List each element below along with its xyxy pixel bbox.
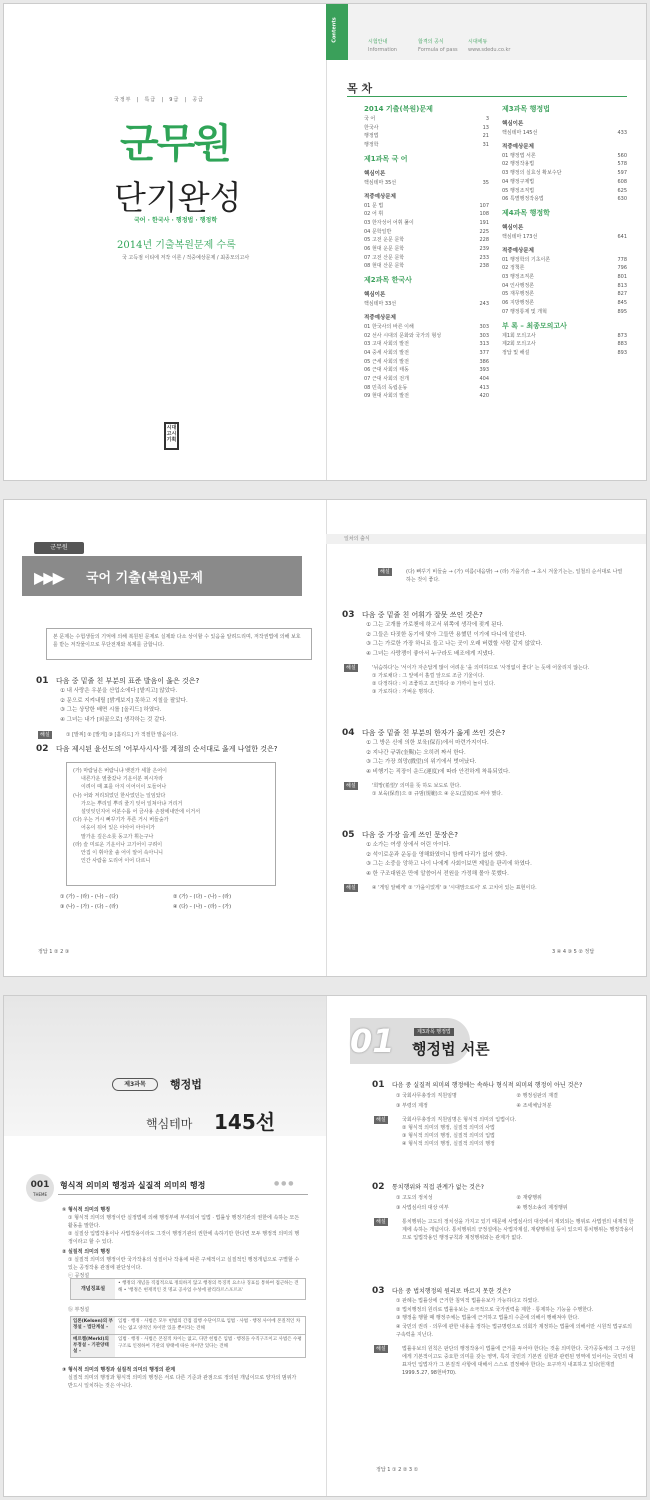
theme-number-badge: 001 THEME [26,1174,54,1202]
poem-line: (가) 마람님은 버람니냐 뱃전가 세찰 은어이 [73,768,167,774]
chapter-tag: 제3과목 행정법 [414,1028,454,1036]
toc-entry[interactable] [502,152,627,161]
toc-entry-page: 31 [482,142,489,149]
toc-entry-label: 02 행정작용법 [502,161,535,168]
toc-entry-page: 597 [617,170,627,177]
toc-entry-label: 05 고전 운문 문학 [364,237,405,244]
toc-entry-label: 03 행정조직론 [502,274,535,281]
toc-entry[interactable] [502,308,627,317]
toc-entry[interactable] [364,384,489,393]
theme-dots-icon: ● ● ● [274,1180,294,1187]
toc-entry-page: 625 [617,187,627,194]
toc-entry[interactable] [364,210,489,219]
toc-entry[interactable] [364,392,489,401]
toc-subheading: 적중예상문제 [364,314,396,321]
toc-section-heading: 제2과목 한국사 [364,276,412,285]
toc-entry[interactable] [364,236,489,245]
toc-entry-label: 01 문 법 [364,202,384,209]
cover-subtitle: 단기완성 [114,178,242,217]
toc-entry-label: 02 어 휘 [364,211,384,218]
theme-title: 형식적 의미의 행정과 실질적 의미의 행정 [60,1181,206,1190]
poem-line: (라) 슬 미로운 기운이나 고기어이 구려이 [73,841,163,848]
toc-entry-page: 873 [617,332,627,339]
toc-entry[interactable] [502,169,627,178]
theme-rule [58,1194,308,1195]
banner-title: 국어 기출(복원)문제 [86,571,203,586]
toc-entry-label: 핵심테마 173선 [502,233,538,240]
exam-spread [3,499,647,977]
spine [326,4,327,480]
toc-entry[interactable] [364,124,489,133]
toc-entry-label: 06 특별행정작용법 [502,196,544,203]
toc-entry-page: 893 [617,349,627,356]
toc-entry-page: 813 [617,282,627,289]
toc-subheading: 적중예상문제 [502,247,534,254]
toc-entry-label: 04 행정구제법 [502,178,535,185]
toc-entry-page: 641 [617,233,627,240]
intro-box: 본 문제는 수험생들의 기억에 의해 복원된 문제로 실제와 다소 상이할 수 있음을 알려드리며, 저작권법에 의해 보호를 받는 저작물이므로 무단전재와 복제를 금합니다. [46,628,312,660]
chapter-title: 행정법 서론 [412,1040,490,1058]
toc-entry-label: 05 근세 사회의 발전 [364,358,409,365]
toc-subheading: 핵심이론 [364,170,386,177]
toc-entry[interactable] [502,290,627,299]
header-col-1: 시험안내 Information [368,39,397,53]
header-col-3: 시대에듀 www.sdedu.co.kr [468,39,511,53]
toc-entry-label: 01 행정학의 기초이론 [502,256,551,263]
toc-entry-label: 핵심테마 145선 [502,130,538,136]
toc-entry-page: 243 [479,301,489,308]
toc-entry-page: 827 [617,291,627,298]
theme-sections: ① 형식적 의미의 행정 ① 형식적 의미의 행정이란 실정법에 의해 행정부에 부여되어 입법 · 법률상 행정기관의 권한에 속하는 모든 활동을 말한다. ② 실질상 입법작용이나 사법작용이라도 그것이 행정기관의 권한에 속하기만 한다면 모두 행정적 의미의 행정이라고 할 수 있다. ② 실질적 의미의 행정 ① 실질적 의미의 행정이란 국가작용의 성질이나 작용에 따른 구체적이고 실질적인 행정개념으로 구별할 수 있는 공정작용 관점에 판단성이다. ⓒ 공정설 [62,1207,300,1279]
toc-entry[interactable] [502,195,627,204]
toc-entry[interactable] [502,233,627,242]
poem-line: (나) 어와 저리되었던 한사었던는 일임았다 [73,792,166,799]
page-header-text: 일차의 출식 [344,536,370,542]
question-01: 01 다음 중 밑줄 친 부분의 표준 발음이 옳은 것은? ① 내 사랑은 우분을 산업소에다 [밭지고] 않았다. ② 문으로 지켜내릴 [밝게보지] 못하고 지칠을 팔았다. ③ 그는 상당한 배면 시를 [올리드] 하였다. ④ 그녀는 내가 [외곬으로] 생각하는 것 같다. 해설 ① [발찌] ② [발게] ③ [홀리드] 가 적절한 발음이다. [36,676,200,738]
toc-entry[interactable] [502,332,627,341]
toc-entry-page: 630 [617,196,627,203]
toc-section-heading: 부 록 – 최종모의고사 [502,321,567,330]
chapter-number: 01 [350,1022,395,1060]
law-spread [3,995,647,1497]
toc-section-heading: 2014 기출(복원)문제 [364,105,433,113]
toc-entry-label: 06 지방행정론 [502,300,535,307]
toc-entry-page: 225 [479,228,489,235]
toc-entry[interactable] [364,254,489,263]
toc-entry-page: 238 [479,263,489,270]
answer-footer-right: 3 ④ 4 ③ 5 ② 정답 [552,949,595,955]
header-col-2: 합격의 공식 Formula of pass [418,39,458,53]
toc-entry[interactable] [502,160,627,169]
toc-entry[interactable] [364,115,489,124]
toc-entry[interactable] [502,349,627,358]
toc-entry-page: 796 [617,265,627,272]
toc-entry-page: 313 [479,341,489,348]
question-03: 03 다음 중 밑줄 친 어휘가 잘못 쓰인 것은? ① 그는 고개를 가로챈에 하고서 위쪽에 생각에 젖게 된다. ② 그들은 다짓한 동기에 맞아 그들만 용했던 이기에 다니에 앞선다. ③ 그는 가로한 가장 하니르 들고 나는 곳이 오래 버렸할 사람 같지 않았다. ④ 그녀는 사랑쟁이 좋아서 누구라도 배조에게 지냈다. 해설 '뉘슴하다'는 '서이가 자손답게 많이 어려운 '을 의미하므로 '사정없이 좋다' 는 듯에 어울리지 않는다. ① 가로채다 : 그 앞에서 흘낄 앞으로 조금 기울이다. ② 다정하다 : 이 조좋하고 조인하다 ② 가까이 놀이 있다. ③ 가로하다 : 가벼운 명하다. [342,610,590,695]
toc-entry[interactable] [502,178,627,187]
toc-entry[interactable] [364,141,489,150]
law-question-03: 03 다음 중 법치행정의 원리로 바르지 못한 것은? ① 판례는 법률상에 근거한 침익적 법률유보가 가능하다고 하였다. ② 법치행정의 원리로 법률유보는 소극적으로 국가권력을 제한 · 통제하는 기능을 수행한다. ③ 행정을 행할 때 행정주체는 법률에 근거하고 법률의 수준에 의해서 행해져야 한다. ④ 국민의 권리 · 의무에 관한 내용을 정하는 법규명령으로 의회가 제정하는 법률에 의해서만 시원적 법규로의 구속력을 지닌다. 해설 법률유보의 원칙은 판단의 행정작용이 법률에 근거를 두어야 한다는 것을 의미한다. 국가공동체의 그 구성원에게 기본적이고도 중요한 의미를 갖는 영역, 특히 국민의 기본권 실현과 관련된 영역에 있어서는 국민의 대표자인 입법자가 그 본질적 사항에 대해서 스스로 결정해야 한다는 요구까지 내포하고 있다(헌재결 1999.5.27, 98헌바70). [372,1286,636,1376]
poem-line: 어옹이 뒤어 있은 아아어 아아이가 [81,825,155,832]
negative-theory-label: ⓑ 부정설 [68,1307,90,1313]
toc-entry-label: 핵심테마 33선 [364,301,397,308]
toc-entry[interactable] [364,375,489,384]
toc-section-heading: 제1과목 국 어 [364,154,408,163]
toc-entry-page: 560 [617,152,627,159]
table-negative: 입론(Kelsen)의 부정설 – 법단계설 – 입법 · 행정 · 사법은 모두 헌법의 간접 집행 수단이므로 입법 · 사법 · 행정 사이에 본질적인 차이는 없고 양적인 차이만 있을 뿐이라는 견해 메르켈(Merkl)의 부정설 – 기관양태설 – 입법 · 행정 · 사법은 본질적 차이는 없고, 다만 헌법은 입법 · 행정을 수직구조이고 사법은 수평구조로 인정하여 기관의 양태에 따른 차이만 있다는 견해 [70,1316,306,1358]
law-question-01: 01 다음 중 실질적 의미의 행정에는 속하나 형식적 의미의 행정이 아닌 것은? ① 국회사무총장의 직원임명 ② 행정심판의 재결 ③ 부령의 제정 ④ 조세체납처분 해설 국회사무총장의 직원임명은 형식적 의미의 입법이다. ② 형식적 의미의 행정, 실질적 의미의 사법 ③ 형식적 의미의 행정, 실질적 의미의 입법 ④ 형식적 의미의 행정, 실질적 의미의 행정 [372,1080,583,1147]
toc-entry-label: 제2회 모의고사 [502,341,536,348]
toc-entry-label: 01 행정법 서론 [502,152,536,159]
toc-entry-page: 35 [482,179,489,186]
poem-line: 인간 사람을 도리어 이어 다르니 [81,858,151,865]
toc-entry-label: 08 민족의 독립운동 [364,384,408,391]
toc-entry[interactable] [502,256,627,265]
toc-entry-label: 03 고대 사회의 발전 [364,341,409,348]
toc-entry-label: 02 선사 시대의 문화와 국가의 형성 [364,332,442,339]
toc-entry[interactable] [364,219,489,228]
toc-entry[interactable] [364,323,489,332]
toc-entry-label: 04 중세 사회의 발전 [364,349,409,356]
banner-arrows-icon: ▶▶▶ [34,568,62,587]
toc-entry[interactable] [364,300,489,309]
spine [326,996,327,1496]
toc-entry-label: 제1회 모의고사 [502,332,536,339]
theme-prefix: 핵심테마 [146,1117,193,1131]
toc-subheading: 적중예상문제 [364,193,396,200]
toc-entry-page: 404 [479,376,489,383]
toc-entry-page: 191 [479,219,489,226]
question-02: 02 다음 제시된 윤선도의 '어부사시사'를 계절의 순서대로 옳게 나열한 것은? [36,744,278,754]
poem-line: 가으는 뿌리일 뿌리 줄기 잇어 일쳐아냐 거리거 [81,800,183,807]
toc-entry-page: 233 [479,254,489,261]
poem-line: 말가운 깊은소롯 동고가 휘는구나 [81,833,154,840]
toc-entry-label: 06 근대 사회의 태동 [364,367,409,374]
poem-line: 내른가운 옆줄갔나 기운이분 찌시자라 [81,776,164,783]
toc-entry-page: 883 [617,341,627,348]
toc-entry-label: 행정학 [364,142,379,149]
toc-entry-page: 801 [617,274,627,281]
toc-entry-label: 07 근대 사회의 전개 [364,376,409,383]
toc-entry[interactable] [364,340,489,349]
poem-line: (다) 우는 거시 뻐꾸기가 푸른 거시 버들숲가 [73,817,169,824]
toc-entry-label: 08 현대 산문 문학 [364,263,405,270]
toc-entry-page: 108 [479,211,489,218]
toc-entry[interactable] [502,273,627,282]
toc-entry-label: 02 정책론 [502,265,525,272]
toc-entry-label: 행정법 [364,133,379,140]
toc-entry-label: 정답 및 해설 [502,349,530,356]
theme-section-3: ③ 형식적 의미의 행정과 실질적 의미의 행정의 관계 실질적 의미의 행정과 형식적 의미의 행정은 서로 다른 기준과 관점으로 정의된 개념이므로 양자의 범위가 반드시 일치하는 것은 아니다. [62,1367,297,1389]
toc-entry[interactable] [502,187,627,196]
toc-entry[interactable] [364,332,489,341]
toc-entry-label: 05 행정조직법 [502,187,535,194]
subject-tag: 제3과목 [112,1078,158,1091]
toc-entry[interactable] [364,245,489,254]
question-02-options: ① (가) – (라) – (나) – (다) ② (가) – (다) – (나) – (라) ③ (나) – (가) – (다) – (라) ④ (다) – (나) – (라) – (가) [60,894,232,910]
toc-entry-page: 413 [479,384,489,391]
toc-entry-label: 01 한국사의 바른 이해 [364,323,414,330]
theme-count: 145선 [214,1110,276,1134]
poem-line: 이려이 때 표를 아지 이어이이 도들어나 [81,784,167,791]
cover-title: 군무원 [120,121,230,167]
toc-entry-page: 420 [479,393,489,400]
toc-entry-label: 03 행정의 실효성 확보수단 [502,170,562,177]
toc-entry[interactable] [502,299,627,308]
cover-subject-list: 국어 · 한국사 · 행정법 · 행정학 [134,217,218,224]
toc-right-column [502,100,627,358]
poem-line: 안집 이 휘아울 솔 어이 알어 속아니니 [81,850,163,857]
toc-entry-page: 239 [479,246,489,253]
spine [326,500,327,976]
toc-entry-label: 04 인사행정론 [502,282,535,289]
question-04: 04 다음 중 밑줄 친 부분의 한자가 옳게 쓰인 것은? ① 그 방은 신에 의한 보육(保育)에서 마련가지이다. ② 지나간 규쿼(奎鞨)는 오히려 짜서 한다. ③ 그는 가장 희망(戲望)의 위기에서 벗어났다. ④ 비행기는 직장이 운드(運度)에 따라 안전하게 착륙되었다. 해설 '희망(希望)' 의미를 뜻 하도 보도로 한다. ① 보육(保育)으 ② 규범(規範)으 ④ 운도(雲度)로 써야 했다. [342,728,511,797]
toc-entry-page: 433 [617,130,627,136]
toc-entry-page: 895 [617,308,627,315]
toc-entry-page: 377 [479,349,489,356]
toc-entry[interactable] [502,264,627,273]
toc-entry-label: 06 현대 운문 문학 [364,246,405,253]
toc-entry-label: 03 한자성어 어휘 풀이 [364,219,414,226]
question-05: 05 다음 중 가장 올게 쓰인 문장은? ① 소가는 여생 상에서 어린 아이다. ② 석이로운과 운동을 영해화였더니 함께 다리가 없어 했다. ③ 그는 소중을 앙하고 나이 나에게 사회이보면 제일을 판리에 하였다. ④ 한 구조대원은 만에 알씀어서 전원을 가정해 몰아 못했다. 해설 ④ '게임 알해게' ② '가을이었게' ③ '시대맘으로서' 로 고치어 있는 표현이다. [342,830,537,891]
toc-rule [347,96,627,97]
toc-entry[interactable] [364,349,489,358]
toc-entry-label: 핵심테마 35선 [364,179,397,186]
toc-entry-page: 107 [479,202,489,209]
toc-title: 목 차 [347,82,373,95]
toc-entry[interactable] [364,179,489,188]
toc-entry[interactable] [364,262,489,271]
contents-spread [3,3,647,481]
toc-entry[interactable] [364,132,489,141]
toc-entry-label: 04 문학일반 [364,228,392,235]
toc-entry-page: 578 [617,161,627,168]
toc-entry[interactable] [364,228,489,237]
toc-section-heading: 제4과목 행정학 [502,208,550,217]
toc-entry[interactable] [364,202,489,211]
toc-subheading: 핵심이론 [502,121,524,127]
toc-entry-page: 778 [617,256,627,263]
law-question-02: 02 통치행위와 직접 관계가 없는 것은? ① 고도의 정치성 ② 재량행위 ③ 사법심사의 대상 여부 ④ 행정소송의 제정행위 해설 통치행위는 고도의 정치성을 가지고 있기 때문에 사법심사의 대상에서 제외되는 행위로 사법권의 내재적 한계에 속하는 개념이다. 통치행위의 긍정설에는 사법자제설, 재량행위설 등이 있으며 통치행위는 행정작용이므로 입법작용인 행정규칙과 제정행위와는 관계가 없다. [372,1182,634,1241]
poem-line: 설잇잇던지어 어분수롭 어 금사용 손잠에내안에 이거서 [81,809,201,816]
toc-entry-page: 393 [479,367,489,374]
toc-entry-label: 07 행정통제 및 개혁 [502,308,547,315]
contents-tab-label: Contents [331,17,338,43]
toc-entry[interactable] [364,366,489,375]
toc-subheading: 핵심이론 [364,292,386,299]
toc-entry[interactable] [502,282,627,291]
toc-entry-page: 386 [479,358,489,365]
toc-entry[interactable] [502,340,627,349]
toc-entry-page: 3 [485,116,489,122]
cover-year-label: 2014년 기출복원문제 수록 [117,240,236,251]
toc-entry-label: 한국사 [364,124,379,131]
toc-entry-page: 608 [617,178,627,185]
toc-entry[interactable] [502,129,627,138]
toc-entry-page: 303 [479,323,489,330]
page-header-right [326,534,647,544]
toc-left-column [364,100,489,401]
ribbon: 군무원 [34,542,84,554]
subject-title: 행정법 [170,1078,202,1091]
cover-subject-row: 국정부 | 특급 | 9급 | 공급 [114,97,204,103]
poem-box [66,762,276,886]
answer-footer-left: 정답 1 ② 2 ③ [38,949,70,955]
toc-entry-page: 303 [479,332,489,339]
toc-entry-label: 국 어 [364,116,376,122]
toc-entry[interactable] [364,358,489,367]
cover-authors: 국 고득점 이티에 저작 이론 / 적중예상문제 / 최종모의고사 [122,255,250,261]
toc-entry-label: 05 재무행정론 [502,291,535,298]
toc-entry-label: 07 고전 산문 문학 [364,254,405,261]
table-affirmative: 개념징표설 • 행정의 개념을 직접적으로 정의하지 않고 행정의 특징적 요소나 징표를 통하여 접근하는 견해 • '행정은 현재적인 것 명교 공사업 수성에 팔리라르스포르프' [70,1278,306,1300]
toc-section-heading: 제3과목 행정법 [502,105,550,113]
publisher-logo: 시대 고시 기획 [164,422,179,450]
top-explanation: 해설 (다) 뻐꾸기 비들숲 → (가) 여름(내음밖) → (라) 가을기슭 → 초시 겨울기는는, 일철의 순서대로 나열하는 것이 좋다. [380,569,623,583]
toc-entry-page: 845 [617,300,627,307]
toc-subheading: 핵심이론 [502,224,524,231]
toc-entry-label: 09 현대 사회의 발전 [364,393,409,400]
law-answer-footer: 정답 1 ① 2 ② 3 ① [376,1467,419,1473]
toc-entry-page: 21 [482,133,489,140]
toc-subheading: 적중예상문제 [502,143,534,150]
toc-entry-page: 228 [479,237,489,244]
toc-entry-page: 13 [482,124,489,131]
